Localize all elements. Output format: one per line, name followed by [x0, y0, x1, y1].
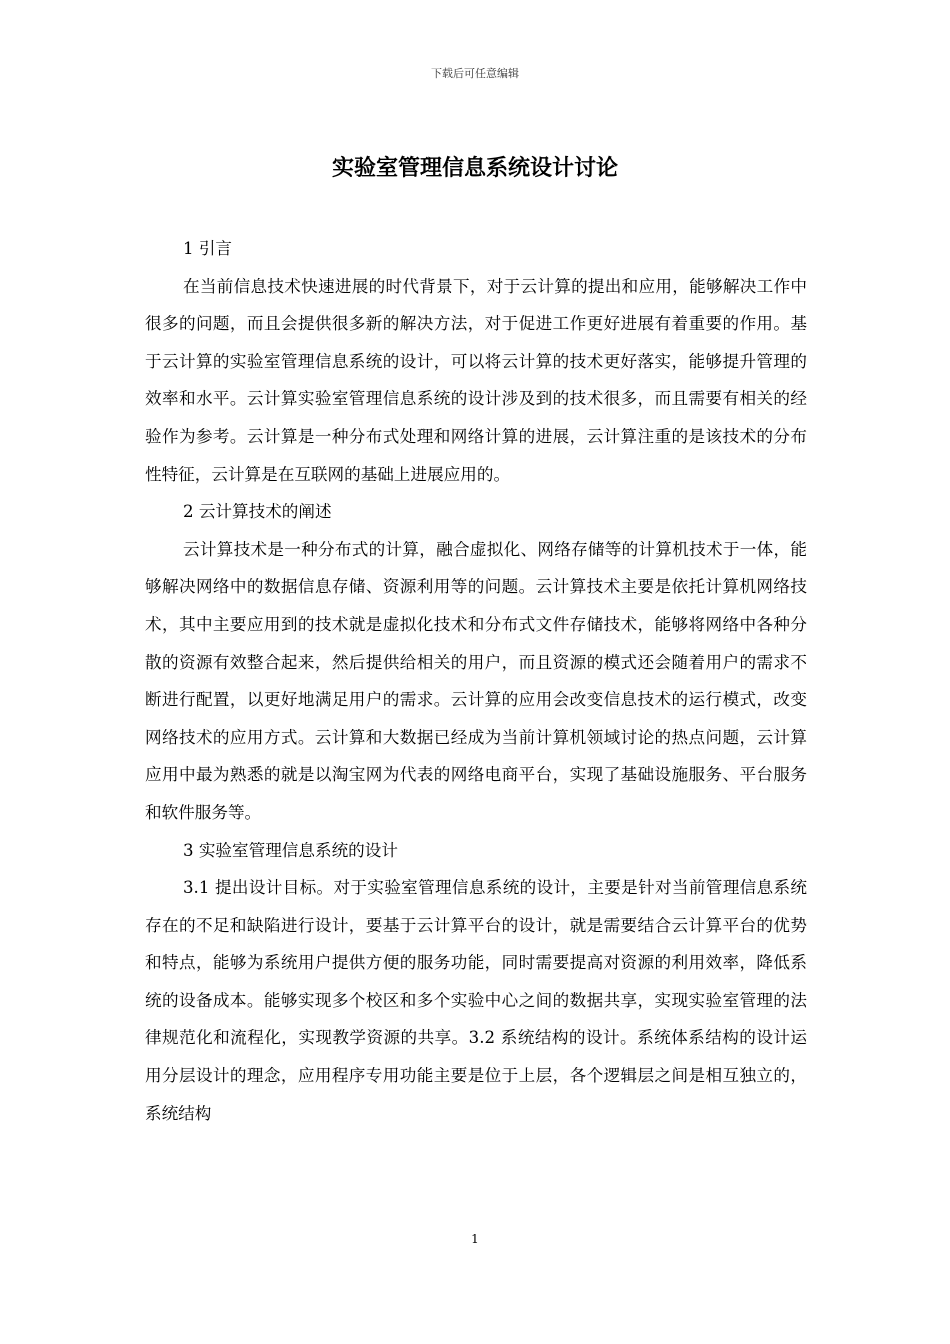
- page-number: 1: [471, 1232, 479, 1246]
- document-title: 实验室管理信息系统设计讨论: [331, 156, 618, 181]
- section-heading: 2 云计算技术的阐述: [183, 502, 332, 522]
- body-paragraph: 在当前信息技术快速进展的时代背景下，对于云计算的提出和应用，能够解决工作中很多的问题，而且会提供很多新的解决方法，对于促进工作更好进展有着重要的作用。基于云计算的实验室管理信息系统的设计，可以将云计算的技术更好落实，能够提升管理的效率和水平。云计算实验室管理信息系统的设计涉及到的技术很多，而且需要有相关的经验作为参考。云计算是一种分布式处理和网络计算的进展，云计算注重的是该技术的分布性特征，云计算是在互联网的基础上进展应用的。: [145, 276, 807, 484]
- body-paragraph: 云计算技术是一种分布式的计算，融合虚拟化、网络存储等的计算机技术于一体，能够解决网络中的数据信息存储、资源利用等的问题。云计算技术主要是依托计算机网络技术，其中主要应用到的技术就是虚拟化技术和分布式文件存储技术，能够将网络中各种分散的资源有效整合起来，然后提供给相关的用户，而且资源的模式还会随着用户的需求不断进行配置，以更好地满足用户的需求。云计算的应用会改变信息技术的运行模式，改变网络技术的应用方式。云计算和大数据已经成为当前计算机领域讨论的热点问题，云计算应用中最为熟悉的就是以淘宝网为代表的网络电商平台，实现了基础设施服务、平台服务和软件服务等。: [145, 539, 807, 822]
- section-heading: 1 引言: [183, 239, 233, 258]
- section-system-design: [145, 832, 807, 1133]
- page-header-note: 下载后可任意编辑: [431, 67, 519, 80]
- section-cloud-computing: [145, 493, 807, 831]
- section-introduction: [145, 230, 807, 493]
- body-paragraph: 3.1 提出设计目标。对于实验室管理信息系统的设计，主要是针对当前管理信息系统存在的不足和缺陷进行设计，要基于云计算平台的设计，就是需要结合云计算平台的优势和特点，能够为系统用户提供方便的服务功能，同时需要提高对资源的利用效率，降低系统的设备成本。能够实现多个校区和多个实验中心之间的数据共享，实现实验室管理的法律规范化和流程化，实现教学资源的共享。3.2 系统结构的设计。系统体系结构的设计运用分层设计的理念，应用程序专用功能主要是位于上层，各个逻辑层之间是相互独立的，系统结构: [145, 878, 807, 1123]
- section-heading: 3 实验室管理信息系统的设计: [183, 840, 398, 860]
- document-body: [145, 230, 807, 1132]
